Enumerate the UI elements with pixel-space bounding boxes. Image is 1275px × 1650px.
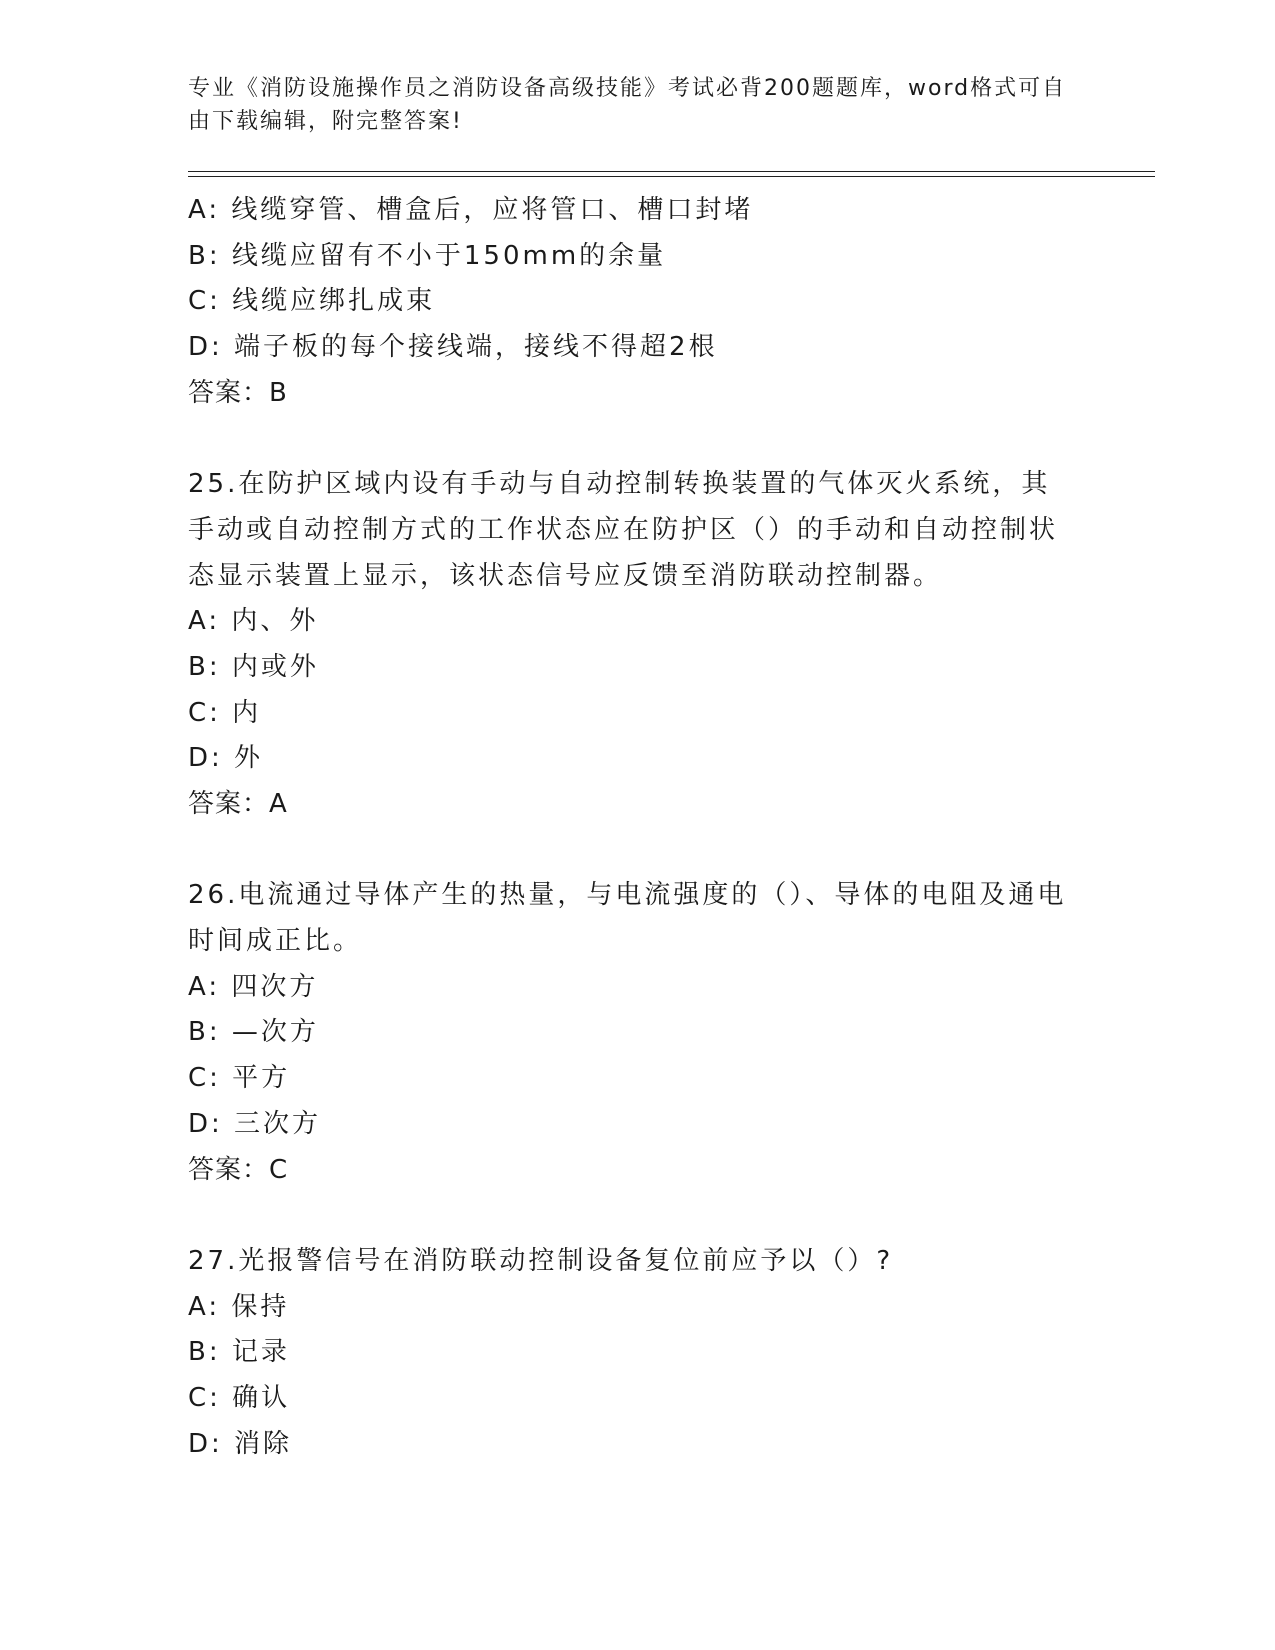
- question-text: 26.电流通过导体产生的热量，与电流强度的（）、导体的电阻及通电时间成正比。: [188, 880, 1067, 957]
- option-d: D: 端子板的每个接线端，接线不得超2根: [188, 332, 718, 363]
- option-a: A: 线缆穿管、槽盒后，应将管口、槽口封堵: [188, 195, 754, 225]
- header-rule-bottom: [188, 176, 1155, 177]
- option-b: B: 记录: [188, 1337, 290, 1368]
- option-c: C: 平方: [188, 1063, 291, 1094]
- option-c: C: 确认: [188, 1382, 291, 1413]
- option-a: A: 内、外: [188, 606, 319, 637]
- question-26: [188, 873, 1088, 1193]
- option-a: A: 四次方: [188, 971, 319, 1002]
- question-27: [188, 1239, 1088, 1467]
- question-24-continued: [188, 188, 1088, 416]
- option-d: D: 外: [188, 743, 264, 774]
- question-25: [188, 462, 1088, 828]
- answer-line: 答案：A: [188, 788, 288, 819]
- question-text: 25.在防护区域内设有手动与自动控制转换装置的气体灭火系统，其手动或自动控制方式的工作状态应在防护区（）的手动和自动控制状态显示装置上显示，该状态信号应反馈至消防联动控制器。: [188, 469, 1059, 591]
- option-b: B: 内或外: [188, 651, 319, 682]
- answer-line: 答案：C: [188, 1154, 289, 1185]
- option-b: B: 线缆应留有不小于150mm的余量: [188, 240, 667, 271]
- answer-line: 答案：B: [188, 377, 288, 408]
- option-a: A: 保持: [188, 1291, 290, 1322]
- question-text: 27.光报警信号在消防联动控制设备复位前应予以（）?: [188, 1245, 894, 1276]
- document-header: 专业《消防设施操作员之消防设备高级技能》考试必背200题题库，word格式可自由下载编辑，附完整答案!: [188, 76, 1067, 134]
- option-d: D: 三次方: [188, 1108, 322, 1139]
- question-list: [188, 188, 1088, 1467]
- header-rule-top: [188, 171, 1155, 172]
- option-b: B: —次方: [188, 1017, 319, 1048]
- option-c: C: 线缆应绑扎成束: [188, 286, 436, 317]
- option-d: D: 消除: [188, 1428, 293, 1459]
- option-c: C: 内: [188, 697, 262, 728]
